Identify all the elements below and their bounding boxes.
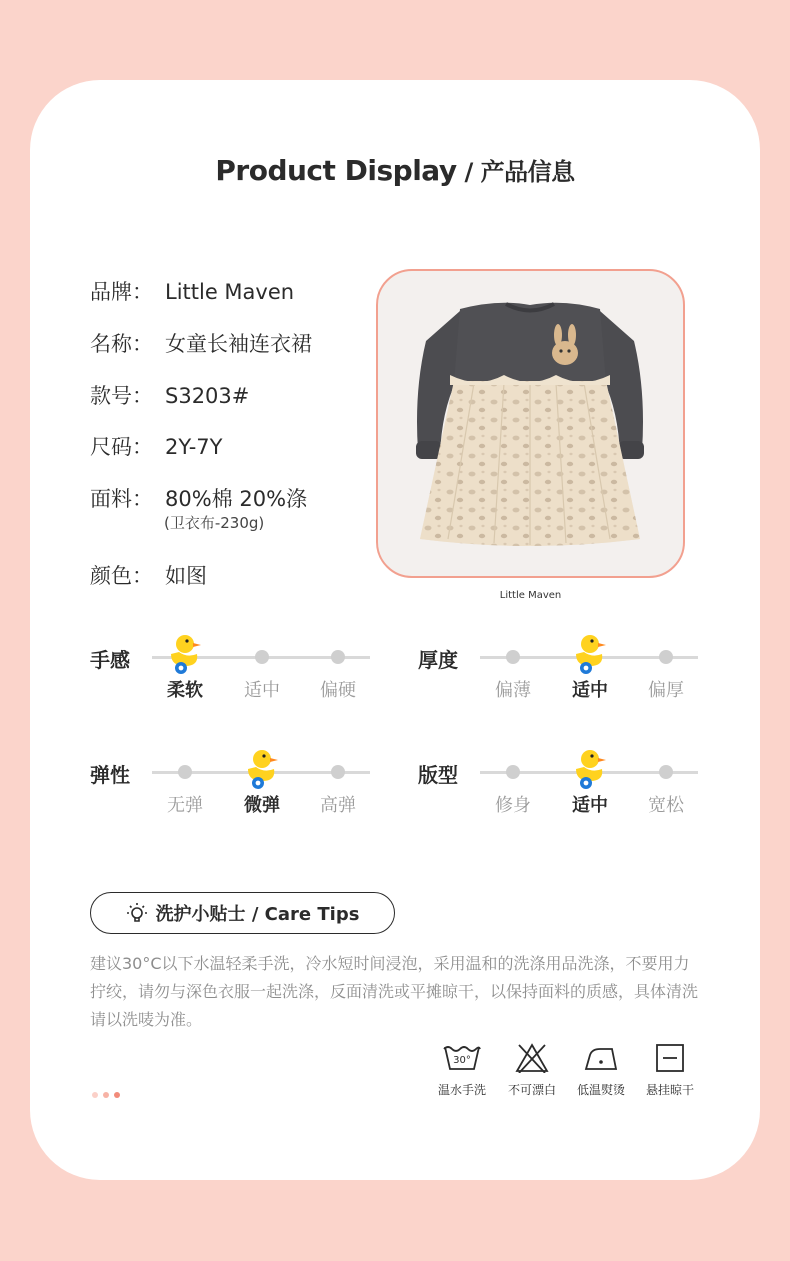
title-en: Product Display [215, 154, 457, 187]
scale-dot [255, 650, 269, 664]
care-tips-text: 建议30°C以下水温轻柔手洗，冷水短时间浸泡，采用温和的洗涤用品洗涤，不要用力拧绞，请勿与深色衣服一起洗涤，反面清洗或平摊晾干，以保持面料的质感，具体清洗请以洗唛为准。 [90, 954, 699, 1029]
scale-label: 厚度 [418, 648, 458, 672]
wash-label: 温水手洗 [437, 1083, 486, 1097]
scale-dot [659, 765, 673, 779]
scale-option: 柔软 [167, 680, 203, 701]
scale-dot [178, 765, 192, 779]
spec-color: 颜色： 如图 [90, 564, 207, 588]
low-iron-icon [571, 1043, 631, 1098]
scale-option: 高弹 [320, 795, 356, 816]
product-photo [376, 269, 685, 578]
spec-name: 名称： 女童长袖连衣裙 [90, 332, 312, 356]
bleach-label: 不可漂白 [507, 1083, 556, 1097]
scale-option: 宽松 [648, 795, 684, 816]
scale-dot [506, 650, 520, 664]
hand-wash-30-icon [432, 1043, 492, 1098]
scale-option: 偏厚 [648, 680, 684, 701]
page-dot [114, 1092, 120, 1098]
spec-fabric-note: (卫衣布-230g) [164, 514, 265, 532]
scale-label: 弹性 [90, 763, 130, 787]
care-tips-badge [90, 892, 395, 934]
page-dot [103, 1092, 109, 1098]
page-dot [92, 1092, 98, 1098]
dress-illustration [378, 271, 683, 576]
spec-brand: 品牌： Little Maven [90, 280, 295, 304]
title-cn: / 产品信息 [456, 158, 575, 186]
dry-label: 悬挂晾干 [645, 1083, 694, 1097]
duck-marker-icon [572, 747, 608, 791]
scale-dot [659, 650, 673, 664]
scale-option: 适中 [572, 680, 608, 701]
scale-label: 手感 [90, 648, 130, 672]
lightbulb-icon [126, 902, 148, 924]
photo-caption: Little Maven [499, 590, 562, 601]
page-title [0, 152, 790, 187]
scale-option: 微弹 [244, 795, 280, 816]
scale-dot [331, 650, 345, 664]
duck-marker-icon [244, 747, 280, 791]
wash-temp: 30° [453, 1055, 471, 1066]
scale-label: 版型 [418, 763, 458, 787]
spec-fabric: 面料： 80%棉 20%涤 [90, 487, 308, 511]
scale-option: 适中 [572, 795, 608, 816]
scale-dot [331, 765, 345, 779]
scale-option: 偏硬 [320, 680, 356, 701]
scale-option: 适中 [244, 680, 280, 701]
scale-option: 偏薄 [495, 680, 531, 701]
no-bleach-icon [502, 1043, 562, 1098]
care-tips-title: 洗护小贴士 / Care Tips [155, 904, 360, 925]
scale-option: 修身 [495, 795, 531, 816]
spec-style-no: 款号： S3203# [90, 384, 250, 408]
hang-dry-icon [640, 1043, 700, 1098]
spec-size: 尺码： 2Y-7Y [90, 435, 223, 459]
scale-option: 无弹 [167, 795, 203, 816]
scale-dot [506, 765, 520, 779]
duck-marker-icon [572, 632, 608, 676]
iron-label: 低温熨烫 [576, 1083, 625, 1097]
duck-marker-icon [167, 632, 203, 676]
